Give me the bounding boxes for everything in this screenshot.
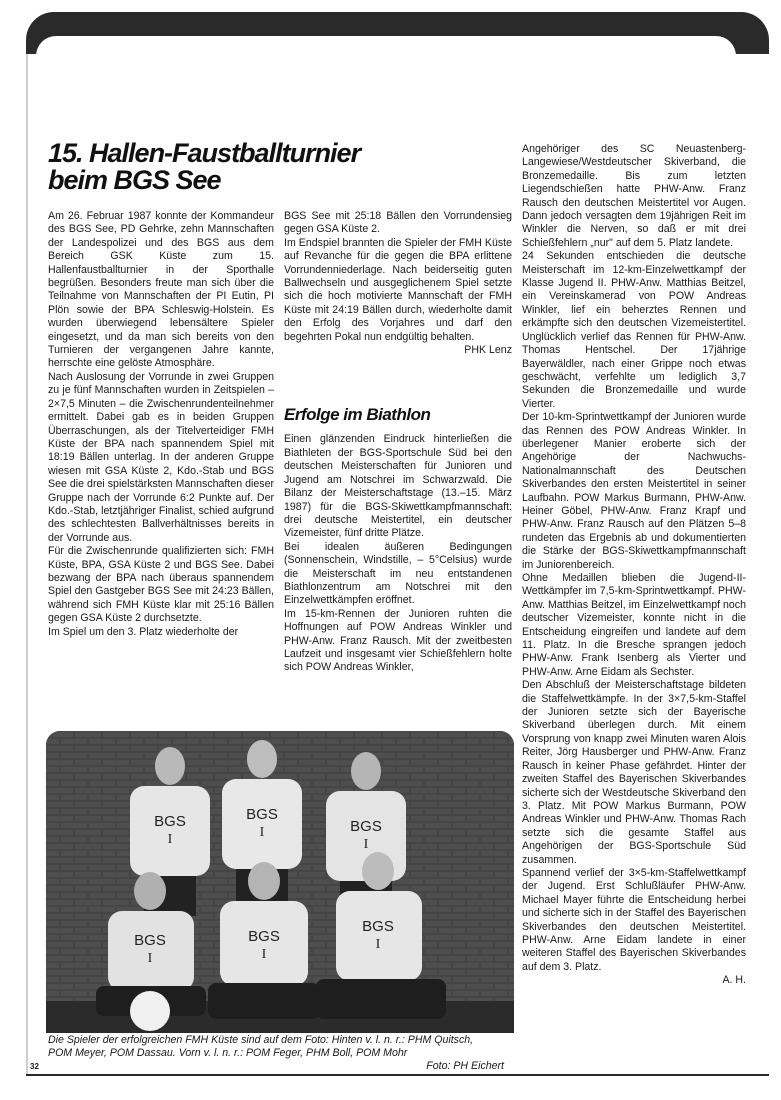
paragraph: 24 Sekunden entschieden die deutsche Meisterschaft im 12-km-Einzelwettkampf der Klasse Jugend II. PHW-Anw. Matthias Beitzel, ein Vereinskamerad von POW Andreas Winkler, lief ein beherztes Rennen und erkämpfte sich den deutschen Vizemeistertitel. Unglücklich verlief das Rennen für PHW-Anw. Thomas Hentschel. Der 17jährige Bayerwäldler, nach einer Grippe noch etwas geschwächt, verfehlte um lediglich 3,7 Sekunden die Bronzemedaille und wurde Vierter. <box>522 250 746 410</box>
header-bar-inner <box>36 36 736 56</box>
left-margin-rule <box>26 54 28 1074</box>
jersey-text: BGS <box>350 818 382 835</box>
paragraph: Im 15-km-Rennen der Junioren ruhten die Hoffnungen auf POW Andreas Winkler und PHW-Anw. Franz Rausch. Mit der zweitbesten Laufzeit und insgesamt vier Schießfehlern holte sich POW Andreas Winkler, <box>284 607 512 674</box>
article2-title: Erfolge im Biathlon <box>284 405 431 425</box>
article2-heading-wrap <box>284 357 512 433</box>
paragraph: Nach Auslosung der Vorrunde in zwei Gruppen zu je fünf Mannschaften wurden in Zeitspielen – 2×7,5 Minuten – die Zwischenrundenteilnehmer ermittelt. Dabei gab es in beiden Gruppen Überraschungen, als der Titelverteidiger FMH Küste der BPA nach spannendem Spiel mit 18:19 Bällen unterlag. In der anderen Gruppe wiesen mit GSA Küste 2, Kdo.-Stab und BGS See die drei spielstärksten Mannschaften dieser Gruppe nach der Vorrunde 6:2 Punkte auf. Der Kdo.-Stab, letztjähriger Finalist, schied aufgrund des schlechtesten Ballverhältnisses bereits in der Vorrunde aus. <box>48 370 274 544</box>
jersey-numeral: I <box>375 937 381 952</box>
jersey-text: BGS <box>154 813 186 830</box>
paragraph: Im Endspiel brannten die Spieler der FMH Küste auf Revanche für die gegen die BPA erlittene Vorrundenniederlage. Nach beiderseitig guten Ballwechseln und ausgeglichenem Spiel setzte sich die hoch motivierte Mannschaft der FMH Küste mit 24:19 Bällen durch, wiederholte damit den Erfolg des Vorjahres und darf den begehrten Pokal nun endgültig behalten. <box>284 236 512 343</box>
paragraph: Im Spiel um den 3. Platz wiederholte der <box>48 625 239 638</box>
team-photo-drawing <box>46 731 514 1033</box>
article-title-line1: 15. Hallen-Faustballturnier <box>48 138 361 168</box>
column-3 <box>522 143 746 988</box>
jersey-numeral: I <box>363 837 369 852</box>
article-title-line2: beim BGS See <box>48 165 221 195</box>
column-2 <box>284 210 512 675</box>
paragraph: Spannend verlief der 3×5-km-Staffelwettkampf der Jugend. Erst Schlußläufer PHW-Anw. Michael Mayer führte die Entscheidung herbei und sicherte sich in der Staffel des Bayerischen Skiverbandes den deutschen Meistertitel. PHW-Anw. Arne Eidam landete in einer weiteren Staffel des Bayerischen Skiverbandes auf dem 3. Platz. <box>522 866 746 973</box>
paragraph: Bei idealen äußeren Bedingungen (Sonnenschein, Windstille, – 5°Celsius) wurde die Meisterschaft im neu entstandenen Biathlonzentrum am Notschrei mit den Einzelwettkämpfen eröffnet. <box>284 540 512 607</box>
caption-line: POM Meyer, POM Dassau. Vorn v. l. n. r.: POM Feger, PHM Boll, POM Mohr <box>48 1047 408 1059</box>
paragraph: Angehöriger des SC Neuastenberg-Langewiese/Westdeutscher Skiverband, die Bronzemedaille. Bis zum letzten Liegendschießen hatte PHW-Anw. Franz Rausch den deutschen Meistertitel vor Augen. Dann jedoch versagten dem 19jährigen Reit im Winkler die Nerven, so daß er mit drei Schießfehlern „nur" auf dem 5. Platz landete. <box>522 143 746 249</box>
jersey-text: BGS <box>246 806 278 823</box>
article-title <box>48 140 408 194</box>
jersey-numeral: I <box>147 951 153 966</box>
jersey-numeral: I <box>167 832 173 847</box>
article2-signature: A. H. <box>722 974 746 987</box>
team-photo <box>46 731 514 1033</box>
paragraph: Einen glänzenden Eindruck hinterließen die Biathleten der BGS-Sportschule Süd bei den deutschen Meisterschaften für Junioren und Jugend am Notschrei im Schwarzwald. Die Bilanz der Meisterschaftstage (13.–15. März 1987) für die BGS-Skiwettkampfmannschaft: drei deutsche Meistertitel, ein deutscher Vizemeister, fünf dritte Plätze. <box>284 433 512 540</box>
paragraph: BGS See mit 25:18 Bällen den Vorrundensieg gegen GSA Küste 2. <box>284 210 512 236</box>
jersey-numeral: I <box>261 947 267 962</box>
photo-credit: Foto: PH Eichert <box>426 1060 504 1072</box>
paragraph: Am 26. Februar 1987 konnte der Kommandeur des BGS See, PD Gehrke, zehn Mannschaften der Landespolizei und des BGS aus dem Bereich GSK Küste zum 15. Hallenfaustballturnier in der Sporthalle begrüßen. Besonders freute man sich über die Teilnahme von Mannschaften der PI Eutin, PI Plön sowie der BPA Schleswig-Holstein. Es wurden überwiegend lebensältere Spieler eingesetzt, und da man sich bereits von den Turnieren der vergangenen Jahre kannte, herrschte eine gelöste Atmosphäre. <box>48 210 274 370</box>
page-number: 32 <box>30 1062 39 1071</box>
paragraph: Ohne Medaillen blieben die Jugend-II-Wettkämpfer im 7,5-km-Sprintwettkampf. PHW-Anw. Matthias Beitzel, im Einzelwettkampf noch deutscher Vizemeister, konnte nicht in die Entscheidung eingreifen und landete auf dem 11. Platz. In die Bresche sprangen jedoch PHW-Anw. Frank Isenberg als Vierter und PHW-Anw. Arne Eidam als Sechster. <box>522 572 746 678</box>
faustball <box>130 991 170 1031</box>
column-1 <box>48 210 274 639</box>
paragraph: Der 10-km-Sprintwettkampf der Junioren wurde das Rennen des POW Andreas Winkler. In überlegener Manier eroberte sich der Angehörige der Nachwuchs-Nationalmannschaft des Deutschen Skiverbandes den ersten Meistertitel in seiner Laufbahn. POW Markus Burmann, PHW-Anw. Heiner Göbel, PHW-Anw. Franz Krapf und PHW-Anw. Franz Rausch auf den Plätzen 5–8 rundeten das Ergebnis ab und dokumentierten die Stärke der BGS-Skiwettkampfmannschaft im Juniorenbereich. <box>522 411 746 571</box>
bottom-rule <box>26 1074 769 1076</box>
jersey-text: BGS <box>134 932 166 949</box>
jersey-numeral: I <box>259 825 265 840</box>
jersey-text: BGS <box>248 928 280 945</box>
paragraph: Für die Zwischenrunde qualifizierten sich: FMH Küste, BPA, GSA Küste 2 und BGS See. Dabei bezwang der BPA nach überaus spannendem Spiel den Gastgeber BGS See mit 24:23 Bällen, während sich FMH Küste klar mit 25:16 Bällen gegen GSA Küste 2 durchsetzte. <box>48 545 274 625</box>
photo-caption <box>48 1034 504 1073</box>
jersey-text: BGS <box>362 918 394 935</box>
caption-line: Die Spieler der erfolgreichen FMH Küste sind auf dem Foto: Hinten v. l. n. r.: PHM Quitsch, <box>48 1034 474 1046</box>
paragraph: Den Abschluß der Meisterschaftstage bildeten die Staffelwettkämpfe. In der 3×7,5-km-Staffel der Junioren setzte sich der Bayerische Skiverband überlegen durch. Mit einem Vorsprung von knapp zwei Minuten waren Alois Reiter, Jörg Hausberger und PHW-Anw. Franz Rausch in keiner Phase gefährdet. Hinter der zweiten Staffel des Bayerischen Skiverbandes sicherte sich der Westdeutsche Skiverband den 3. Platz. Mit POW Markus Burmann, POW Andreas Winkler und PHW-Anw. Thomas Rach setzte sich die gesamte Staffel aus Angehörigen der BGS-Sportschule Süd zusammen. <box>522 679 746 866</box>
article-signature: PHK Lenz <box>464 344 512 357</box>
